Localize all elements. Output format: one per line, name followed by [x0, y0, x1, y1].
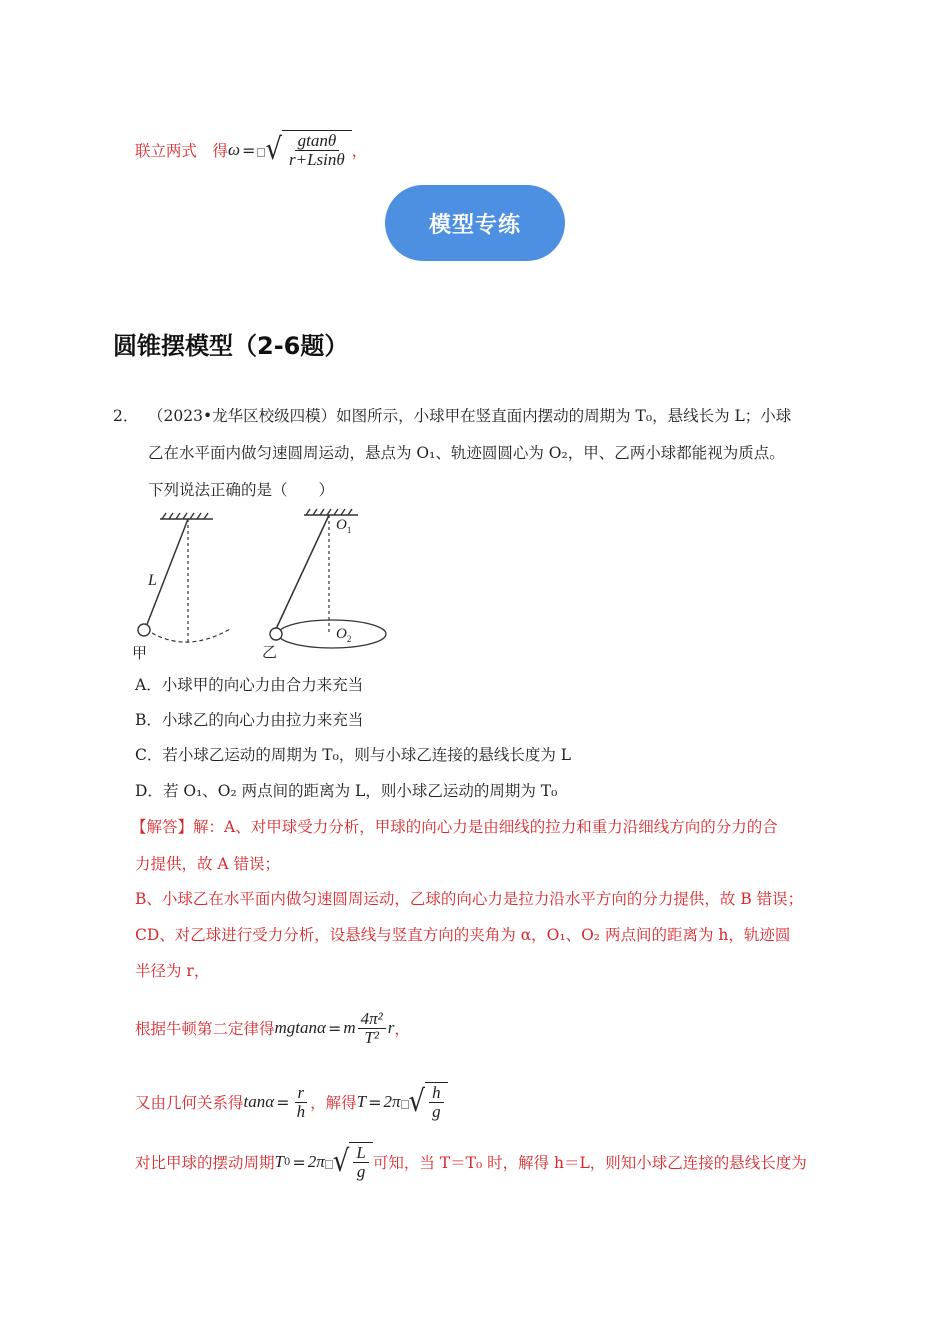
cmp-T0-sub: 0: [283, 1156, 291, 1168]
cmp-prefix: 对比甲球的摆动周期: [135, 1154, 275, 1172]
question-number: 2．: [113, 407, 139, 425]
omega-symbol: ω: [228, 140, 241, 159]
newton-fraction: [358, 1010, 386, 1047]
fraction: [286, 132, 348, 169]
label-O1-sub: 1: [346, 525, 352, 535]
sqrt-expression: [333, 1142, 373, 1182]
top-formula-prefix: 联立两式 得: [135, 142, 229, 160]
label-O1: $O_1$: [336, 517, 352, 535]
option-text: 小球甲的向心力由合力来充当: [161, 676, 364, 694]
placeholder-box-icon: [257, 148, 265, 157]
geo-coef: 2π: [383, 1092, 401, 1111]
fraction-numerator: r: [295, 1084, 308, 1103]
sqrt-icon: √: [332, 1144, 350, 1180]
section-title: 圆锥摆模型（2-6题）: [113, 332, 349, 360]
sqrt-icon: √: [265, 132, 283, 168]
geo-T: T: [356, 1092, 367, 1111]
fraction-denominator: r+Lsinθ: [289, 150, 345, 169]
newton-lhs: mgtanα: [274, 1018, 326, 1037]
geo-lhs: tanα: [243, 1092, 275, 1111]
placeholder-box-icon: [401, 1100, 409, 1109]
answer-text-1: 解：A、对甲球受力分析，甲球的向心力是由细线的拉力和重力沿细线方向的分力的合: [193, 818, 778, 836]
swing-arc-jia: [152, 629, 230, 642]
fraction-numerator: 4π²: [358, 1010, 386, 1029]
geo-mid: ，解得: [310, 1094, 357, 1112]
question-line-2: 乙在水平面内做匀速圆周运动，悬点为 O₁、轨迹圆圆心为 O₂，甲、乙两小球都能视为质点。: [148, 444, 785, 462]
option-d[interactable]: [135, 779, 557, 801]
model-practice-badge: [385, 185, 565, 261]
question-line-3: 下列说法正确的是（ ）: [148, 481, 335, 499]
question-line-1: （2023•龙华区校级四模）如图所示，小球甲在竖直面内摆动的周期为 T₀，悬线长为 L；小球: [148, 407, 792, 425]
cmp-suffix: 可知，当 T＝T₀ 时，解得 h＝L，则知小球乙连接的悬线长度为: [372, 1154, 807, 1172]
top-formula-line: [135, 128, 367, 172]
sqrt-expression: [409, 1082, 448, 1122]
cmp-coef: 2π: [307, 1152, 325, 1171]
equals-sign: =: [327, 1018, 342, 1038]
geo-math-1: [244, 1084, 311, 1121]
geo-math-2: [357, 1082, 448, 1122]
equals-sign: =: [368, 1092, 382, 1112]
label-O2-sub: 2: [346, 634, 352, 644]
badge-label: 模型专练: [428, 212, 521, 238]
fraction-denominator: T²: [364, 1027, 379, 1047]
option-text: 若小球乙运动的周期为 T₀，则与小球乙连接的悬线长度为 L: [162, 746, 572, 764]
newton-line: [135, 998, 410, 1058]
geo-prefix: 又由几何关系得: [135, 1094, 244, 1112]
ceiling-right: [304, 509, 358, 515]
newton-math: [275, 1010, 395, 1047]
sqrt-content: [282, 130, 352, 170]
fraction-denominator: g: [356, 1162, 366, 1181]
comparison-line: [135, 1134, 807, 1190]
cmp-T0: T: [274, 1152, 284, 1171]
cmp-math: [275, 1142, 373, 1182]
answer-line-2: 力提供，故 A 错误；: [135, 855, 281, 873]
fraction-numerator: L: [353, 1144, 368, 1163]
option-a[interactable]: [135, 673, 363, 695]
placeholder-box-icon: [325, 1160, 333, 1169]
newton-m: m: [343, 1018, 356, 1037]
answer-line-5: 半径为 r，: [135, 962, 210, 980]
fraction: [429, 1084, 444, 1121]
answer-line-4: CD、对乙球进行受力分析，设悬线与竖直方向的夹角为 α，O₁、O₂ 两点间的距离为 h，轨迹圆: [135, 926, 791, 944]
answer-tag: 【解答】: [131, 818, 194, 836]
answer-line-3: B、小球乙在水平面内做匀速圆周运动，乙球的向心力是拉力沿水平方向的分力提供，故 B 错误；: [135, 890, 804, 908]
equals-sign: =: [276, 1092, 290, 1112]
newton-prefix: 根据牛顿第二定律得: [135, 1020, 275, 1038]
option-text: 小球乙的向心力由拉力来充当: [161, 711, 364, 729]
ball-jia: [138, 624, 150, 636]
fraction-denominator: h: [296, 1101, 306, 1121]
sqrt-content: [349, 1142, 372, 1182]
top-formula-suffix: ，: [351, 142, 368, 160]
orbit-ellipse-yi: [278, 620, 386, 648]
label-jia: 甲: [132, 644, 148, 662]
option-letter: B．: [135, 711, 162, 729]
fraction-numerator: gtanθ: [295, 132, 340, 151]
ceiling-left: [160, 513, 213, 519]
newton-suffix: ，: [394, 1020, 410, 1038]
ball-yi: [270, 628, 282, 640]
fraction-denominator: g: [432, 1102, 441, 1121]
newton-r: r: [387, 1018, 395, 1037]
answer-line-1: [131, 815, 778, 837]
sqrt-content: [425, 1082, 448, 1122]
option-b[interactable]: [135, 708, 363, 730]
string-yi: [276, 515, 329, 629]
equals-sign: =: [292, 1152, 306, 1172]
option-c[interactable]: [135, 743, 571, 765]
label-yi: 乙: [262, 643, 278, 661]
option-letter: D．: [135, 782, 163, 800]
equals-sign: =: [242, 140, 256, 160]
sqrt-expression: [265, 130, 351, 170]
geo-fraction: [294, 1084, 309, 1121]
label-L: L: [148, 572, 157, 589]
fraction: [353, 1144, 368, 1181]
option-letter: A．: [135, 676, 162, 694]
option-text: 若 O₁、O₂ 两点间的距离为 L，则小球乙运动的周期为 T₀: [162, 782, 558, 800]
sqrt-icon: √: [408, 1084, 426, 1120]
label-O2: $O_2$: [336, 626, 352, 644]
geometry-line: [135, 1074, 448, 1130]
pendulum-figure: [128, 505, 398, 665]
top-formula-math: [228, 130, 352, 170]
fraction-numerator: h: [429, 1084, 444, 1103]
option-letter: C．: [135, 746, 163, 764]
